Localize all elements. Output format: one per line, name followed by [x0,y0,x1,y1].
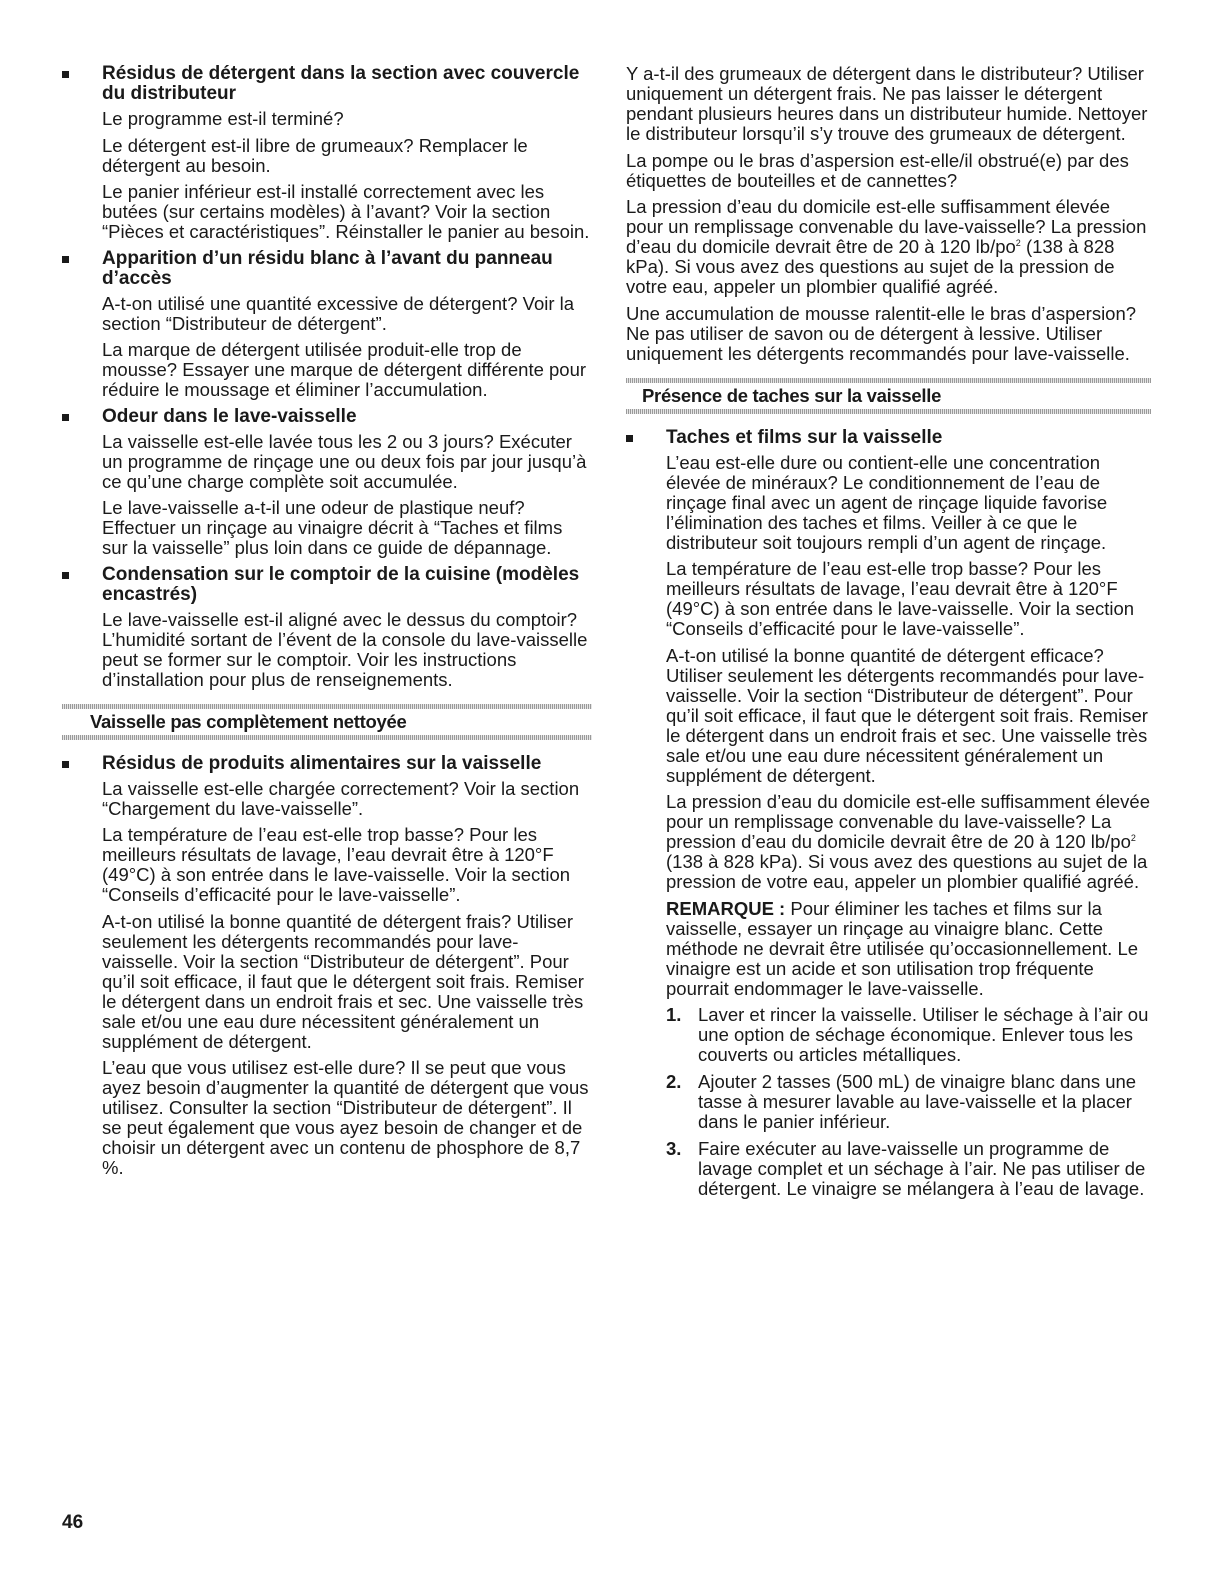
paragraph: La vaisselle est-elle lavée tous les 2 ou 3 jours? Exécuter un programme de rinçage une ou deux fois par jour jusqu’à ce qu’une charge complète soit accumulée. [102,430,587,492]
remarque-text: Pour éliminer les taches et films sur la vaisselle, essayer un rinçage au vinaigre blanc. Cette méthode ne devrait être utilisée qu’occasionnellement. Le vinaigre est un acide et son utilisation trop fréquente pourrait endommager le lave-vaisselle. [666,897,1139,999]
section-header [626,378,1151,414]
section-rule-bottom [62,735,592,740]
section-title: Présence de taches sur la vaisselle [642,384,942,406]
section-title: Vaisselle pas complètement nettoyée [90,710,407,732]
troubleshooting-item [62,64,592,242]
paragraph: Y a-t-il des grumeaux de détergent dans le distributeur? Utiliser uniquement un détergent frais. Ne pas laisser le détergent pendant plusieurs heures dans un distributeur humide. Nettoyer le distributeur lorsqu’il s’y trouve des grumeaux de détergent. [626,63,1148,144]
item-title: Taches et films sur la vaisselle [666,426,943,448]
troubleshooting-item [62,565,592,690]
remarque-paragraph [666,899,1151,999]
paragraph: A-t-on utilisé une quantité excessive de détergent? Voir la section “Distributeur de détergent”. [102,292,575,334]
paragraph: L’eau que vous utilisez est-elle dure? Il se peut que vous ayez besoin d’augmenter la quantité de détergent que vous utilisez. Consulter la section “Distributeur de détergent”. Il se peut également que vous ayez besoin de changer et de choisir un détergent avec un contenu de phosphore de 8,7 %. [102,1057,589,1178]
superscript: 2 [1130,832,1136,843]
bullet-icon [62,572,69,579]
paragraph: Le lave-vaisselle est-il aligné avec le dessus du comptoir? L’humidité sortant de l’évent de la console du lave-vaisselle peut se former sur le comptoir. Voir les instructions d’installation pour plus de renseignements. [102,608,588,690]
paragraph: La pompe ou le bras d’aspersion est-elle/il obstrué(e) par des étiquettes de bouteilles et de cannettes? [626,149,1129,191]
step-text: Ajouter 2 tasses (500 mL) de vinaigre blanc dans une tasse à mesurer lavable au lave-vaisselle et la placer dans le panier inférieur. [698,1071,1137,1132]
paragraph: Le lave-vaisselle a-t-il une odeur de plastique neuf? Effectuer un rinçage au vinaigre décrit à “Taches et films sur la vaisselle” plus loin dans ce guide de dépannage. [102,497,563,558]
paragraph: A-t-on utilisé la bonne quantité de détergent efficace? Utiliser seulement les détergents recommandés pour lave-vaisselle. Voir la section “Distributeur de détergent”. Pour qu’il soit efficace, il faut que le détergent soit frais. Remiser le détergent dans un endroit frais et sec. Une vaisselle très sale et/ou une eau dure nécessitent généralement un supplément de détergent. [666,644,1148,786]
page-number: 46 [62,1512,84,1533]
step-text: Laver et rincer la vaisselle. Utiliser le séchage à l’air ou une option de séchage économique. Enlever tous les couverts ou articles métalliques. [698,1004,1149,1065]
troubleshooting-item [626,428,1151,1200]
step-text: Faire exécuter au lave-vaisselle un programme de lavage complet et un séchage à l’air. Ne pas utiliser de détergent. Le vinaigre se mélangera à l’eau de lavage. [698,1138,1146,1199]
item-title: Apparition d’un résidu blanc à l’avant du panneau d’accès [102,247,553,289]
paragraph: Le programme est-il terminé? [102,108,344,129]
paragraph: La vaisselle est-elle chargée correctement? Voir la section “Chargement du lave-vaisselle”. [102,777,580,819]
bullet-icon [62,71,69,78]
item-title: Condensation sur le comptoir de la cuisine (modèles encastrés) [102,563,580,605]
step-number: 3. [666,1138,682,1159]
pressure-text-after: (138 à 828 kPa). Si vous avez des questions au sujet de la pression de votre eau, appeler un plombier qualifié agréé. [666,851,1148,892]
section-rule-bottom [626,409,1151,414]
pressure-paragraph [626,197,1151,297]
bullet-icon [62,256,69,263]
steps-list [666,1005,1151,1199]
bullet-icon [626,435,633,442]
step-item [666,1005,1151,1065]
step-item [666,1072,1151,1132]
item-title: Résidus de produits alimentaires sur la vaisselle [102,752,542,774]
right-column [626,64,1151,1206]
paragraph: Le détergent est-il libre de grumeaux? Remplacer le détergent au besoin. [102,134,528,176]
paragraph: La marque de détergent utilisée produit-elle trop de mousse? Essayer une marque de détergent différente pour réduire le moussage et éliminer l’accumulation. [102,339,587,400]
paragraph: Le panier inférieur est-il installé correctement avec les butées (sur certains modèles) à l’avant? Voir la section “Pièces et caractéristiques”. Réinstaller le panier au besoin. [102,181,590,242]
paragraph: Une accumulation de mousse ralentit-elle le bras d’aspersion? Ne pas utiliser de savon ou de détergent à lessive. Utiliser uniquement les détergents recommandés pour lave-vaisselle. [626,302,1137,364]
step-item [666,1139,1151,1199]
pressure-text-after: (138 à 828 kPa). Si vous avez des questions au sujet de la pression de votre eau, appeler un plombier qualifié agréé. [626,236,1115,297]
troubleshooting-item [62,249,592,401]
paragraph: L’eau est-elle dure ou contient-elle une concentration élevée de minéraux? Le conditionnement de l’eau de rinçage final avec un agent de rinçage liquide favorise l’élimination des taches et films. Veiller à ce que le distributeur soit toujours rempli d’un agent de rinçage. [666,451,1108,553]
troubleshooting-item [62,754,592,1179]
paragraph: La température de l’eau est-elle trop basse? Pour les meilleurs résultats de lavage, l’eau devrait être à 120°F (49°C) à son entrée dans le lave-vaisselle. Voir la section “Conseils d’efficacité pour le lave-vaisselle”. [666,558,1135,639]
item-title: Odeur dans le lave-vaisselle [102,405,357,427]
superscript: 2 [1015,237,1021,248]
bullet-icon [62,414,69,421]
paragraph: A-t-on utilisé la bonne quantité de détergent frais? Utiliser seulement les détergents recommandés pour lave-vaisselle. Voir la section “Distributeur de détergent”. Pour qu’il soit efficace, il faut que le détergent soit frais. Remiser le détergent dans un endroit frais et sec. Une vaisselle très sale et/ou une eau dure nécessitent généralement un supplément de détergent. [102,910,584,1052]
pressure-paragraph [666,792,1151,892]
bullet-icon [62,761,69,768]
remarque-label: REMARQUE : [666,897,786,919]
paragraph: La température de l’eau est-elle trop basse? Pour les meilleurs résultats de lavage, l’eau devrait être à 120°F (49°C) à son entrée dans le lave-vaisselle. Voir la section “Conseils d’efficacité pour le lave-vaisselle”. [102,824,571,905]
pressure-text-before: La pression d’eau du domicile est-elle suffisamment élevée pour un remplissage convenable du lave-vaisselle? La pression d’eau du domicile devrait être de 20 à 120 lb/po [666,791,1151,852]
step-number: 2. [666,1071,682,1092]
pressure-text-before: La pression d’eau du domicile est-elle suffisamment élevée pour un remplissage convenable du lave-vaisselle? La pression d’eau du domicile devrait être de 20 à 120 lb/po [626,196,1147,257]
left-column [62,64,592,1185]
troubleshooting-item [62,407,592,559]
step-number: 1. [666,1004,682,1025]
section-header [62,704,592,740]
item-title: Résidus de détergent dans la section avec couvercle du distributeur [102,63,580,104]
